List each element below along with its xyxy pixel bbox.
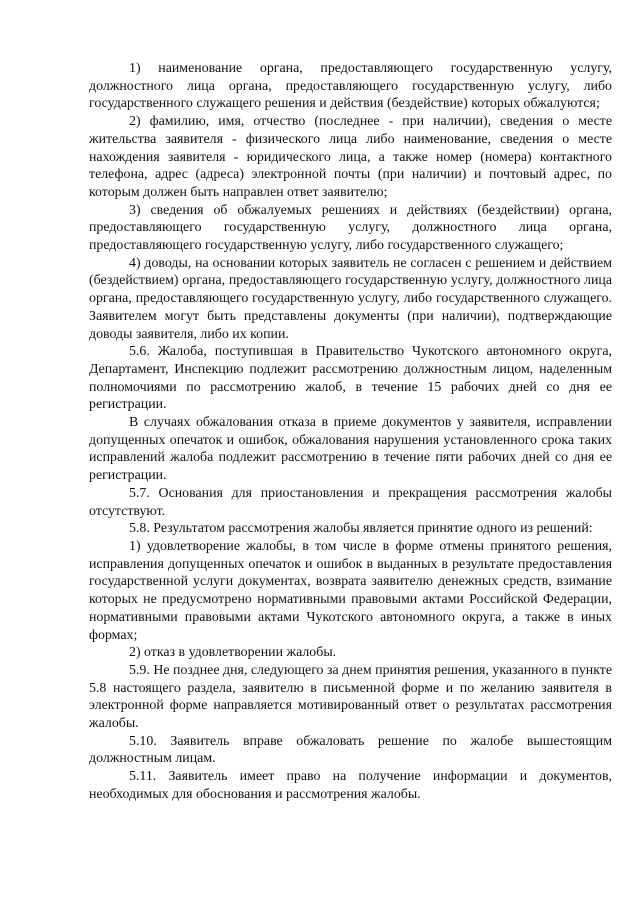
paragraph-5-8: 5.8. Результатом рассмотрения жалобы является принятие одного из решений: <box>129 521 593 537</box>
paragraph-5-6: 5.6. Жалоба, поступившая в Правительство Чукотского автономного округа, Департамент, Инспекцию подлежит рассмотрению должностным лицом, наделенным полномочиями по рассмотрению жалоб, в течение 15 рабочих дней со дня ее регистрации. <box>89 344 612 413</box>
paragraph-5-7: 5.7. Основания для приостановления и прекращения рассмотрения жалобы отсутствуют. <box>89 485 612 519</box>
paragraph-5-9: 5.9. Не позднее дня, следующего за днем принятия решения, указанного в пункте 5.8 настоящего раздела, заявителю в письменной форме и по желанию заявителя в электронной форме направляется мотивированный ответ о результатах рассмотрения жалобы. <box>89 662 612 732</box>
paragraph-item-2: 2) фамилию, имя, отчество (последнее - при наличии), сведения о месте жительства заявителя - физического лица либо наименование, сведения о месте нахождения заявителя - юридического лица, а также номер (номера) контактного телефона, адрес (адреса) электронной почты (при наличии) и почтовый адрес, по которым должен быть направлен ответ заявителю; <box>89 114 612 200</box>
paragraph-5-10: 5.10. Заявитель вправе обжаловать решение по жалобе вышестоящим должностным лицам. <box>89 733 612 767</box>
paragraph-item-4: 4) доводы, на основании которых заявитель не согласен с решением и действием (бездействием) органа, предоставляющего государственную услугу, должностного лица органа, предоставляющего государственную услугу, либо государственного служащего. Заявителем могут быть представлены документы (при наличии), подтверждающие доводы заявителя, либо их копии. <box>89 255 612 342</box>
paragraph-item-3: 3) сведения об обжалуемых решениях и действиях (бездействии) органа, предоставляющего государственную услугу, должностного лица органа, предоставляющего государственную услугу, либо государственного служащего; <box>89 202 612 254</box>
paragraph-5-11: 5.11. Заявитель имеет право на получение информации и документов, необходимых для обоснования и рассмотрения жалобы. <box>89 769 612 802</box>
paragraph-5-8-item-2: 2) отказ в удовлетворении жалобы. <box>129 645 337 661</box>
paragraph-item-1: 1) наименование органа, предоставляющего государственную услугу, должностного лица органа, предоставляющего государственную услугу, либо государственного служащего решения и действия (бездействие) которых обжалуются; <box>89 61 612 112</box>
paragraph-5-6-continuation: В случаях обжалования отказа в приеме документов у заявителя, исправлении допущенных опечаток и ошибок, обжалования нарушения установленного срока таких исправлений жалоба подлежит рассмотрению в течение пяти рабочих дней со дня ее регистрации. <box>89 415 612 484</box>
paragraph-5-8-item-1: 1) удовлетворение жалобы, в том числе в форме отмены принятого решения, исправления допущенных опечаток и ошибок в выданных в результате предоставления государственной услуги документах, возврата заявителю денежных средств, взимание которых не предусмотрено нормативными правовыми актами Российской Федерации, нормативными правовыми актами Чукотского автономного округа, а также в иных формах; <box>89 538 612 643</box>
document-body <box>89 60 612 804</box>
